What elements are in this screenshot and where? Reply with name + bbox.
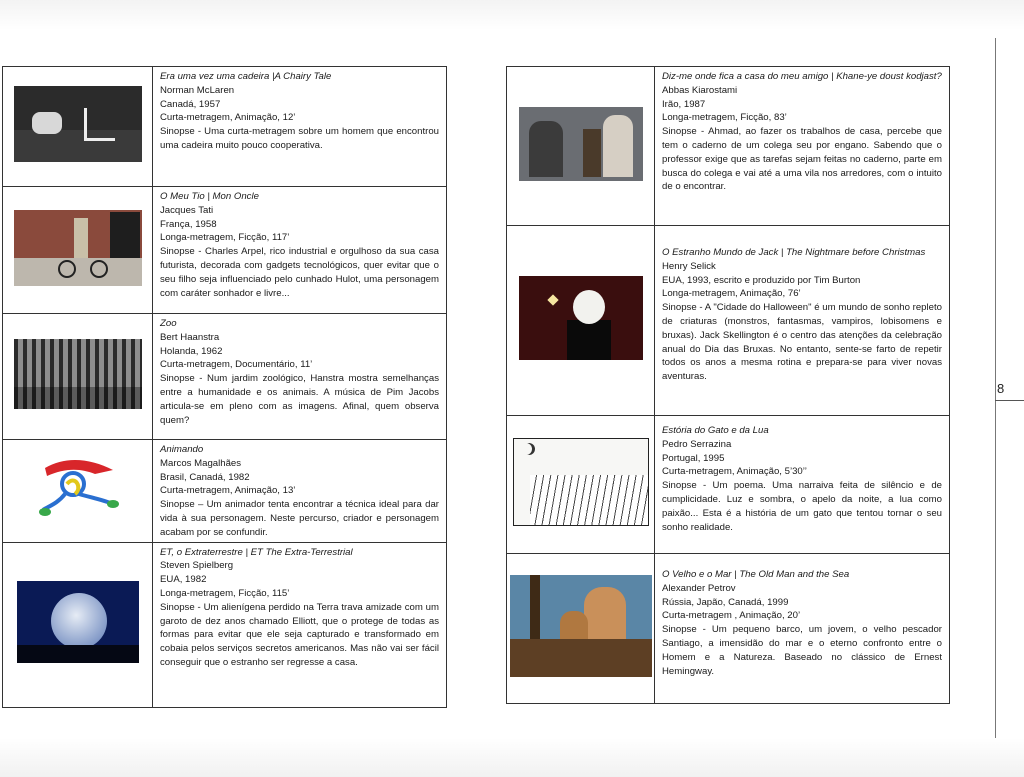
film-row: [507, 67, 950, 226]
film-synopsis: Sinopse - Uma curta-metragem sobre um homem que encontrou uma cadeira muito pouco cooperativa.: [160, 126, 439, 151]
film-director: Jacques Tati: [160, 204, 214, 216]
film-row: [507, 416, 950, 554]
film-director: Pedro Serrazina: [662, 438, 732, 450]
film-synopsis: Sinopse - Um poema. Uma narraiva feita de silêncio e de cumplicidade. Luz e sombra, o apelo da noite, a lua como paixão... Esta é a história de um gato que tentou tornar o seu sonho realidade.: [662, 480, 942, 533]
film-still-zoo: [14, 339, 142, 409]
film-info: [655, 67, 950, 226]
film-info: [655, 226, 950, 416]
film-still-nightmare-before-christmas: [519, 276, 643, 360]
page-edge-top: [0, 0, 1024, 30]
film-format: Longa-metragem, Ficção, 83’: [662, 112, 787, 124]
film-country-year: EUA, 1982: [160, 574, 207, 586]
film-format: Longa-metragem, Ficção, 117’: [160, 232, 290, 244]
left-films-table: [2, 66, 447, 708]
film-country-year: Rússia, Japão, Canadá, 1999: [662, 596, 789, 608]
film-format: Curta-metragem, Animação, 12’: [160, 112, 296, 124]
film-info: [153, 542, 447, 707]
film-synopsis: Sinopse - Ahmad, ao fazer os trabalhos de casa, percebe que tem o caderno de um colega seu por engano. Sabendo que o professor exige que as tarefas sejam feitas no caderno, parte em busca do colega e vai até a uma vila nos arredores, com o intuito de o encontrar.: [662, 126, 942, 193]
film-still-et: [17, 581, 139, 663]
film-still-cell: [3, 314, 153, 440]
film-synopsis: Sinopse - Um alienígena perdido na Terra trava amizade com um garoto de dez anos chamado Elliott, que o protege de todas as formas para evitar que ele seja capturado e transformado em cobaia pelos serviços secretos americanos. Mas não vai ser fácil conseguir que o estranho ser regresse a casa.: [160, 601, 439, 668]
film-info: [153, 314, 447, 440]
film-info: [655, 554, 950, 704]
film-format: Curta-metragem, Animação, 13’: [160, 485, 296, 497]
film-format: Curta-metragem, Animação, 5’30’’: [662, 466, 807, 478]
film-synopsis: Sinopse - Num jardim zoológico, Hanstra mostra semelhanças entre a humanidade e os animais. A música de Pim Jacobs articula-se em pleno com as imagens. Afinal, quem observa quem?: [160, 373, 439, 426]
film-title: Era uma vez uma cadeira |A Chairy Tale: [160, 71, 332, 82]
film-title: O Velho e o Mar | The Old Man and the Sea: [662, 569, 850, 580]
film-director: Marcos Magalhães: [160, 457, 242, 469]
film-country-year: Irão, 1987: [662, 98, 706, 110]
film-still-chairy-tale: [14, 86, 142, 162]
film-title: ET, o Extraterrestre | ET The Extra-Terrestrial: [160, 546, 353, 558]
film-row: [3, 542, 447, 707]
film-format: Curta-metragem, Documentário, 11’: [160, 359, 313, 371]
film-still-old-man-and-the-sea: [510, 575, 652, 677]
film-format: Longa-metragem, Animação, 76’: [662, 288, 801, 300]
film-format: Longa-metragem, Ficção, 115’: [160, 587, 290, 599]
film-director: Henry Selick: [662, 260, 716, 272]
film-still-cell: [3, 67, 153, 187]
film-info: [153, 440, 447, 543]
film-row: [3, 440, 447, 543]
film-title: Zoo: [160, 318, 177, 329]
film-still-cell: [507, 416, 655, 554]
film-still-khane-ye-doust: [519, 107, 643, 181]
film-country-year: Portugal, 1995: [662, 452, 725, 464]
page-number: 8: [997, 381, 1005, 396]
film-row: [3, 67, 447, 187]
page-edge-bottom: [0, 738, 1024, 777]
film-director: Abbas Kiarostami: [662, 84, 738, 96]
film-synopsis: Sinopse - A "Cidade do Halloween" é um mundo de sonho repleto de criaturas (monstros, fantasmas, vampiros, lobisomens e bruxas). Jack Skellington é o centro das atenções da celebração anual do Dia das Bruxas. No entanto, sente-se farto de repetir todos os anos a mesma rotina e prepara-se para viver novas aventuras.: [662, 302, 942, 383]
right-films-table: [506, 66, 950, 704]
film-director: Norman McLaren: [160, 84, 235, 96]
film-row: [3, 314, 447, 440]
film-title: Estória do Gato e da Lua: [662, 425, 769, 436]
film-country-year: Brasil, Canadá, 1982: [160, 471, 250, 483]
film-country-year: EUA, 1993, escrito e produzido por Tim Burton: [662, 274, 861, 286]
film-director: Alexander Petrov: [662, 582, 736, 594]
film-country-year: França, 1958: [160, 218, 217, 230]
film-director: Bert Haanstra: [160, 331, 220, 343]
film-info: [655, 416, 950, 554]
film-synopsis: Sinopse - Charles Arpel, rico industrial e orgulhoso da sua casa futurista, decorada com gadgets tecnológicos, quer evitar que o seu filho seja influenciado pelo cunhado Hulot, uma personagem com caráter sonhador e livre...: [160, 246, 439, 299]
film-still-gato-e-lua: [513, 438, 649, 526]
film-info: [153, 187, 447, 314]
film-row: [507, 554, 950, 704]
page-margin-rule: [995, 38, 996, 738]
film-still-cell: [3, 542, 153, 707]
film-country-year: Canadá, 1957: [160, 98, 221, 110]
film-still-cell: [3, 187, 153, 314]
film-row: [3, 187, 447, 314]
film-info: [153, 67, 447, 187]
film-title: Diz-me onde fica a casa do meu amigo | Khane-ye doust kodjast?: [662, 71, 942, 82]
film-still-cell: [507, 554, 655, 704]
film-title: O Meu Tio | Mon Oncle: [160, 191, 259, 202]
film-still-cell: [507, 67, 655, 226]
film-still-mon-oncle: [14, 210, 142, 286]
film-still-animando: [35, 454, 121, 522]
film-synopsis: Sinopse – Um animador tenta encontrar a técnica ideal para dar vida à sua personagem. Neste percurso, criador e personagem acabam por se confundir.: [160, 499, 439, 538]
film-format: Curta-metragem , Animação, 20’: [662, 610, 801, 622]
film-synopsis: Sinopse - Um pequeno barco, um jovem, o velho pescador Santiago, a imensidão do mar e o eterno confronto entre o Homem e a Natureza. Baseado no clássico de Ernest Hemingway.: [662, 624, 942, 677]
animando-figure-icon: [35, 454, 121, 522]
film-title: O Estranho Mundo de Jack | The Nightmare before Christmas: [662, 247, 926, 258]
film-still-cell: [3, 440, 153, 543]
film-title: Animando: [160, 444, 204, 455]
film-country-year: Holanda, 1962: [160, 345, 223, 357]
film-still-cell: [507, 226, 655, 416]
film-row: [507, 226, 950, 416]
page-number-rule: [995, 400, 1024, 401]
film-director: Steven Spielberg: [160, 560, 234, 572]
